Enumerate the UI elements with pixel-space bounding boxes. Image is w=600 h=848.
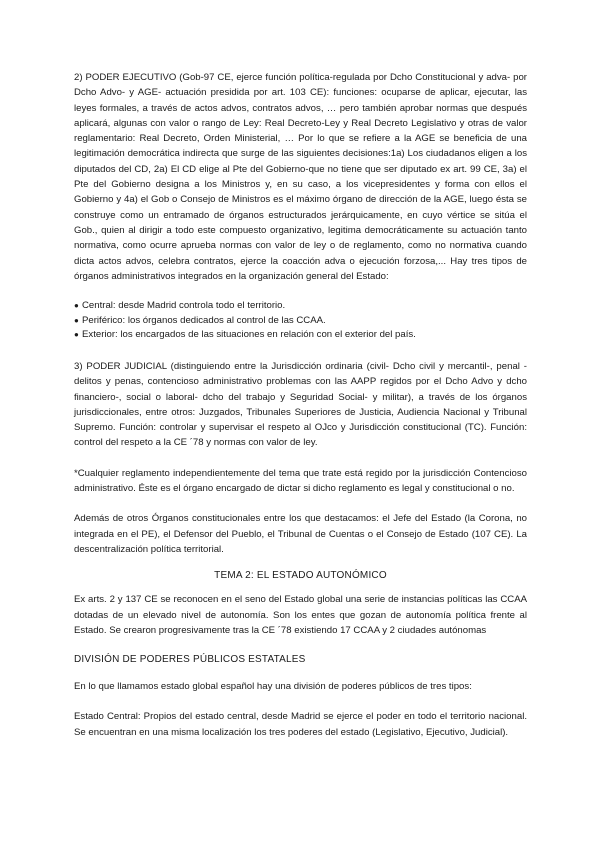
list-item xyxy=(74,314,527,329)
list-item-text: Central: desde Madrid controla todo el territorio. xyxy=(82,300,286,312)
division-poderes-heading: DIVISIÓN DE PODERES PÚBLICOS ESTATALES xyxy=(74,654,306,666)
bullet-icon: ● xyxy=(74,330,79,340)
bullet-icon: ● xyxy=(74,301,79,311)
tema-2-intro-paragraph: Ex arts. 2 y 137 CE se reconocen en el seno del Estado global una serie de instancias políticas las CCAA dotadas de un elevado nivel de autonomía. Son los entes que gozan de autonomía política frente al Estado. Se crearon progresivamente tras la CE ´78 existiendo 17 CCAA y 2 ciudades autónomas xyxy=(74,594,527,636)
bullet-icon: ● xyxy=(74,315,79,325)
estado-central-paragraph: Estado Central: Propios del estado central, desde Madrid se ejerce el poder en todo el territorio nacional. Se encuentran en una misma localización los tres poderes del estado (Legislativo, Ejecutivo, Judicial). xyxy=(74,711,527,738)
tema-2-title: TEMA 2: EL ESTADO AUTONÓMICO xyxy=(214,570,387,582)
organos-constitucionales-paragraph: Además de otros Órganos constitucionales entre los que destacamos: el Jefe del Estado (la Corona, no integrada en el PE), el Defensor del Pueblo, el Tribunal de Cuentas o el Consejo de Estado (107 CE). La descentralización política territorial. xyxy=(74,513,527,555)
poder-judicial-paragraph: 3) PODER JUDICIAL (distinguiendo entre la Jurisdicción ordinaria (civil- Dcho civil y mercantil-, penal -delitos y penas, contencioso administrativo problemas con las AAPP regidos por el Dcho Advo y dcho financiero-, social o laboral- dcho del trabajo y Seguridad Social- y militar), a través de los órganos jurisdiccionales, entre otros: Juzgados, Tribunales Superiores de Justicia, Audiencia Nacional y Tribunal Supremo. Función: controlar y supervisar el respeto al OJco y Jurisdicción constitucional (TC). Función: control del respeto a la CE ´78 y normas con valor de ley. xyxy=(74,360,527,449)
poder-ejecutivo-paragraph: 2) PODER EJECUTIVO (Gob-97 CE, ejerce función política-regulada por Dcho Constitucional y adva- por Dcho Advo- y AGE- actuación presidida por art. 103 CE): funciones: ocuparse de aplicar, ejecutar, las leyes formales, a través de actos advos, contratos advos, … pero también aprobar normas que después aplicará, algunas con valor o rango de Ley: Real Decreto-Ley y Real Decreto Legislativo y otras de valor reglamentario: Real Decreto, Orden Ministerial, … Por lo que se refiere a la AGE se beneficia de una legitimación democrática indirecta que surge de las siguientes decisiones:1a) Los ciudadanos eligen a los diputados del CD, 2a) El CD elige al Pte del Gobierno-que no tiene que ser diputado ex art. 99 CE, 3a) el Pte del Gobierno designa a los Ministros y, en su caso, a los vicepresidentes y forma con ellos el Gobierno y 4a) el Gob o Consejo de Ministros es el máximo órgano de dirección de la AGE, luego ésta se construye como un entramado de órganos estructurados jerárquicamente, en cuyo vértice se sitúa el Gob., quien al dirigir a todo este compuesto organizativo, legitima democráticamente su actuación tanto normativa, como ocurre aprueba normas con valor de ley o de reglamento, como no normativa cuando dicta actos advos, celebra contratos, ejerce la coacción adva o ejecución forzosa,... Hay tres tipos de órganos administrativos integrados en la organización general del Estado: xyxy=(74,72,527,282)
division-intro-paragraph: En lo que llamamos estado global español hay una división de poderes públicos de tres tipos: xyxy=(74,681,472,693)
list-item xyxy=(74,328,527,343)
list-item xyxy=(74,299,527,314)
list-item-text: Exterior: los encargados de las situaciones en relación con el exterior del país. xyxy=(82,329,416,341)
organos-list xyxy=(74,299,527,343)
reglamento-note-paragraph: *Cualquier reglamento independientemente del tema que trate está regido por la jurisdicción Contencioso administrativo. Éste es el órgano encargado de dictar si dicho reglamento es legal y constitucional o no. xyxy=(74,467,527,495)
list-item-text: Periférico: los órganos dedicados al control de las CCAA. xyxy=(82,314,326,326)
